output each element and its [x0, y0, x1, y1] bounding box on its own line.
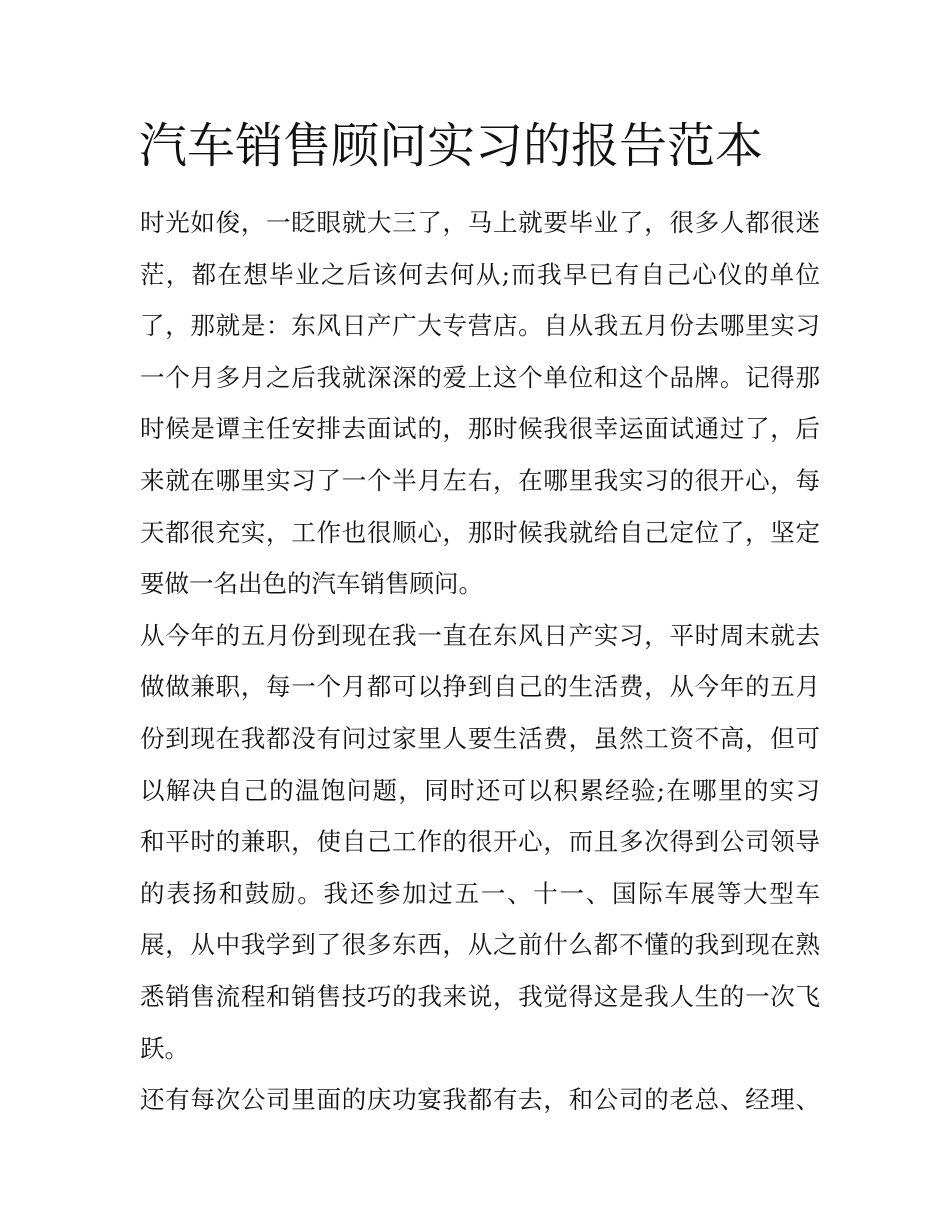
document-body — [140, 197, 820, 1126]
text-line: 展，从中我学到了很多东西，从之前什么都不懂的我到现在熟 — [140, 930, 820, 960]
text-line: 悉销售流程和销售技巧的我来说，我觉得这是我人生的一次飞 — [140, 981, 820, 1011]
text-line: 来就在哪里实习了一个半月左右，在哪里我实习的很开心，每 — [140, 465, 820, 495]
paragraph-2 — [140, 610, 820, 1074]
text-line: 要做一名出色的汽车销售顾问。 — [140, 569, 483, 599]
text-line: 以解决自己的温饱问题，同时还可以积累经验;在哪里的实习 — [140, 775, 820, 805]
text-line: 跃。 — [140, 1033, 189, 1063]
text-line: 份到现在我都没有问过家里人要生活费，虽然工资不高，但可 — [140, 723, 820, 753]
text-line: 做做兼职，每一个月都可以挣到自己的生活费，从今年的五月 — [140, 672, 820, 702]
text-line: 时候是谭主任安排去面试的，那时候我很幸运面试通过了，后 — [140, 414, 820, 444]
text-line: 从今年的五月份到现在我一直在东风日产实习，平时周末就去 — [140, 620, 820, 650]
text-line: 茫，都在想毕业之后该何去何从;而我早已有自己心仪的单位 — [140, 259, 820, 289]
text-line: 的表扬和鼓励。我还参加过五一、十一、国际车展等大型车 — [140, 878, 820, 908]
text-line: 和平时的兼职，使自己工作的很开心，而且多次得到公司领导 — [140, 827, 820, 857]
text-line: 了，那就是：东风日产广大专营店。自从我五月份去哪里实习 — [140, 311, 820, 341]
document-title: 汽车销售顾问实习的报告范本 — [139, 118, 764, 174]
paragraph-3 — [140, 1074, 820, 1126]
paragraph-1 — [140, 197, 820, 610]
text-line: 时光如俊，一眨眼就大三了，马上就要毕业了，很多人都很迷 — [140, 208, 820, 237]
text-line: 还有每次公司里面的庆功宴我都有去，和公司的老总、经理、 — [140, 1085, 820, 1115]
text-line: 天都很充实，工作也很顺心，那时候我就给自己定位了，坚定 — [140, 517, 820, 547]
text-line: 一个月多月之后我就深深的爱上这个单位和这个品牌。记得那 — [140, 362, 820, 392]
